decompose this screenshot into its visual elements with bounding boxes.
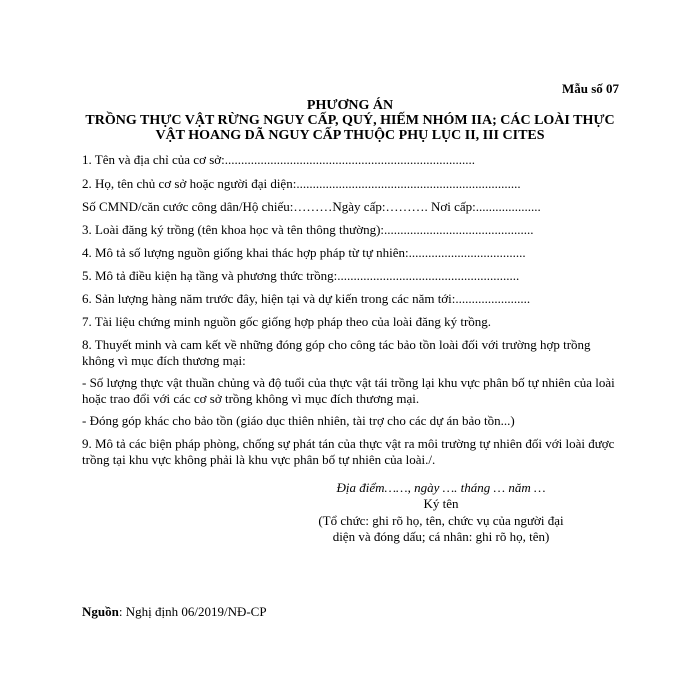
item-1: 1. Tên và địa chỉ của cơ sở:.............................................................................: [82, 152, 475, 167]
item-7: 7. Tài liệu chứng minh nguồn gốc giống hợp pháp theo của loài đăng ký trồng.: [82, 314, 492, 329]
item-8: 8. Thuyết minh và cam kết về những đóng góp cho công tác bảo tồn loài đối với trường hợp trồng không vì mục đích thương mại:: [82, 337, 591, 368]
form-number: Mẫu số 07: [561, 81, 619, 96]
signature-note-2: diện và đóng dấu; cá nhân: ghi rõ họ, tên): [332, 529, 550, 544]
document-title: [60, 98, 640, 143]
item-5: 5. Mô tả điều kiện hạ tầng và phương thức trồng:........................................................: [82, 268, 520, 283]
title-line-1: TRỒNG THỰC VẬT RỪNG NGUY CẤP, QUÝ, HIẾM NHÓM IIA; CÁC LOÀI THỰC: [85, 113, 615, 128]
signature-sign: Ký tên: [423, 496, 459, 511]
title-line-2: VẬT HOANG DÃ NGUY CẤP THUỘC PHỤ LỤC II, III CITES: [155, 128, 545, 143]
source-line: [82, 604, 267, 620]
source-colon: :: [118, 604, 123, 619]
signature-note-1: (Tổ chức: ghi rõ họ, tên, chức vụ của người đại: [318, 513, 564, 528]
item-4: 4. Mô tả số lượng nguồn giống khai thác hợp pháp từ tự nhiên:....................................: [82, 245, 526, 260]
item-8-a: - Số lượng thực vật thuần chủng và độ tuổi của thực vật tái trồng lại khu vực phân bố tự nhiên của loài hoặc trao đổi với các cơ sở trồng không vì mục đích thương mại.: [82, 375, 615, 406]
title-main: PHƯƠNG ÁN: [306, 98, 394, 113]
source-label: Nguồn: [82, 604, 119, 619]
item-6: 6. Sản lượng hàng năm trước đây, hiện tại và dự kiến trong các năm tới:.......................: [82, 291, 531, 306]
item-2: 2. Họ, tên chủ cơ sở hoặc người đại diện:.....................................................................: [82, 176, 521, 191]
item-8-b: - Đóng góp khác cho bảo tồn (giáo dục thiên nhiên, tài trợ cho các dự án bảo tồn...): [82, 413, 515, 428]
source-value: Nghị định 06/2019/NĐ-CP: [122, 604, 267, 619]
item-3: 3. Loài đăng ký trồng (tên khoa học và tên thông thường):..............................................: [82, 222, 534, 237]
signature-place-date: Địa điểm……, ngày …. tháng … năm …: [336, 480, 546, 495]
item-2-id: Số CMND/căn cước công dân/Hộ chiếu:………Ngày cấp:………. Nơi cấp:....................: [82, 199, 541, 214]
item-9: 9. Mô tả các biện pháp phòng, chống sự phát tán của thực vật ra môi trường tự nhiên đối với loài được trồng tại khu vực không phải là khu vực phân bố tự nhiên của loài./.: [82, 436, 615, 467]
